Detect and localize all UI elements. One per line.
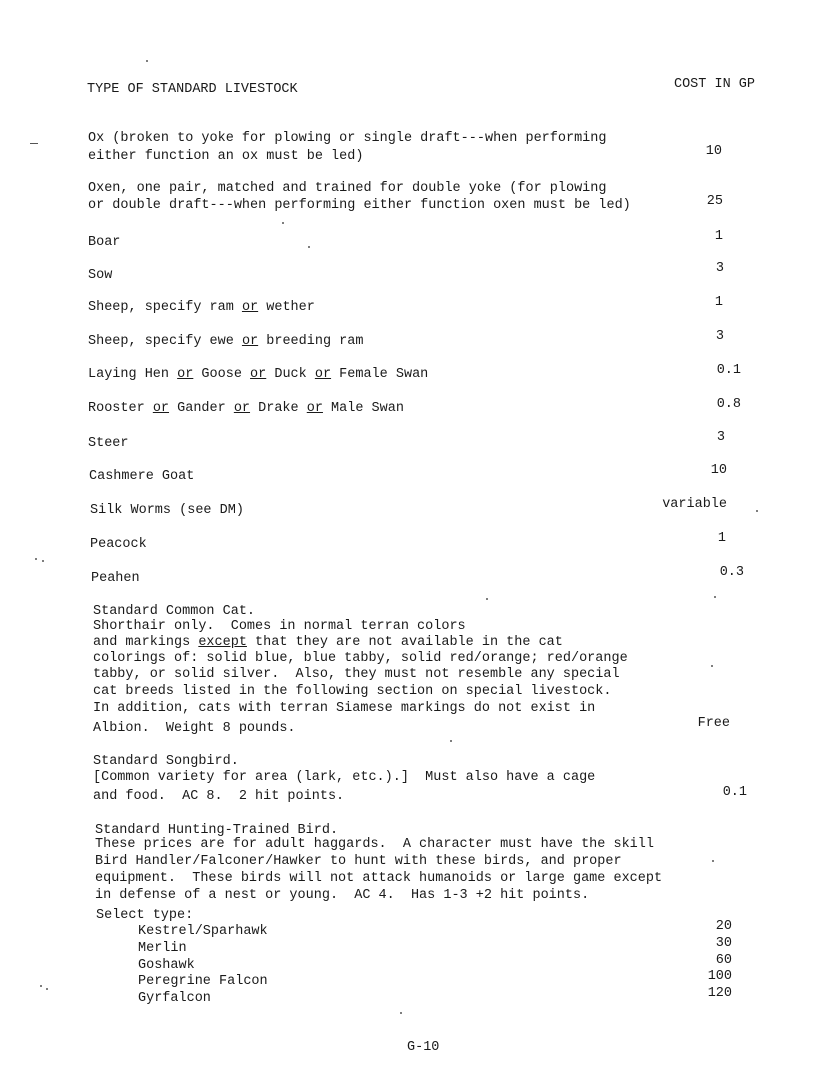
item-oxen-line-1: Oxen, one pair, matched and trained for double yoke (for plowing (88, 181, 607, 196)
item-ox-line-2: either function an ox must be led) (88, 149, 364, 164)
item-boar: Boar (88, 235, 121, 250)
hunting-bird-title: Standard Hunting-Trained Bird. (95, 823, 339, 838)
item-silk-worms: Silk Worms (see DM) (90, 503, 244, 518)
item-steer-cost: 3 (716, 430, 725, 445)
songbird-cost: 0.1 (722, 785, 747, 800)
item-sheep-ram-wether: Sheep, specify ram or wether (88, 300, 315, 315)
item-peacock: Peacock (90, 537, 147, 552)
scan-speck (400, 1012, 402, 1014)
item-peacock-cost: 1 (717, 531, 726, 546)
scan-speck (756, 510, 758, 512)
songbird-desc-line-1: [Common variety for area (lark, etc.).] Must also have a cage (93, 770, 596, 785)
scan-speck (46, 988, 48, 990)
item-laying-hen: Laying Hen or Goose or Duck or Female Swan (88, 367, 429, 382)
cat-cost: Free (697, 716, 730, 731)
item-peahen-cost: 0.3 (719, 565, 744, 580)
item-sheep-ewe-breeding-ram: Sheep, specify ewe or breeding ram (88, 334, 364, 349)
column-header-cost: COST IN GP (673, 77, 755, 92)
hunting-type-name: Goshawk (138, 958, 195, 973)
scan-speck (308, 246, 310, 248)
item-boar-cost: 1 (714, 229, 723, 244)
scan-speck (42, 560, 44, 562)
scan-speck (450, 740, 452, 742)
item-rooster-cost: 0.8 (716, 397, 741, 412)
hunting-type-name: Merlin (138, 941, 187, 956)
item-steer: Steer (88, 436, 129, 451)
hunting-type-name: Gyrfalcon (138, 991, 211, 1006)
scan-speck (711, 665, 713, 667)
scan-speck (35, 558, 37, 560)
hunting-type-name: Kestrel/Sparhawk (138, 924, 268, 939)
scan-speck (712, 860, 714, 862)
hunting-bird-desc-line-2: Bird Handler/Falconer/Hawker to hunt with these birds, and proper (95, 854, 622, 869)
cat-desc-line-1: Shorthair only. Comes in normal terran colors (93, 619, 466, 634)
scan-mark (30, 143, 38, 144)
column-header-type: TYPE OF STANDARD LIVESTOCK (87, 82, 298, 97)
cat-desc-line-2: and markings except that they are not available in the cat (93, 635, 563, 650)
item-cashmere-goat: Cashmere Goat (89, 469, 195, 484)
item-laying-hen-cost: 0.1 (716, 363, 741, 378)
cat-desc-line-5: cat breeds listed in the following section on special livestock. (93, 684, 612, 699)
songbird-title: Standard Songbird. (93, 754, 239, 769)
item-silk-worms-cost: variable (662, 497, 727, 512)
cat-desc-line-3: colorings of: solid blue, blue tabby, solid red/orange; red/orange (93, 651, 628, 666)
page-number: G-10 (407, 1040, 440, 1055)
hunting-type-cost: 20 (715, 919, 732, 934)
item-sow-cost: 3 (715, 261, 724, 276)
scan-speck (714, 596, 716, 598)
item-oxen-line-2: or double draft---when performing either function oxen must be led) (88, 198, 631, 213)
hunting-type-cost: 30 (715, 936, 732, 951)
hunting-type-name: Peregrine Falcon (138, 974, 268, 989)
item-ox-cost: 10 (705, 144, 722, 159)
hunting-bird-select-type: Select type: (96, 908, 194, 923)
cat-desc-line-4: tabby, or solid silver. Also, they must not resemble any special (93, 667, 620, 682)
hunting-bird-desc-line-1: These prices are for adult haggards. A character must have the skill (95, 837, 654, 852)
item-sow: Sow (88, 268, 113, 283)
hunting-type-cost: 60 (715, 953, 732, 968)
hunting-bird-desc-line-4: in defense of a nest or young. AC 4. Has 1-3 +2 hit points. (95, 888, 590, 903)
item-peahen: Peahen (91, 571, 140, 586)
hunting-bird-desc-line-3: equipment. These birds will not attack humanoids or large game except (95, 871, 663, 886)
item-sheep-ram-wether-cost: 1 (714, 295, 723, 310)
scan-speck (486, 598, 488, 600)
cat-title: Standard Common Cat. (93, 604, 256, 619)
item-rooster: Rooster or Gander or Drake or Male Swan (88, 401, 404, 416)
scan-speck (146, 60, 148, 62)
hunting-type-cost: 120 (707, 986, 732, 1001)
scan-speck (40, 985, 42, 987)
item-sheep-ewe-breeding-ram-cost: 3 (715, 329, 724, 344)
cat-desc-line-7: Albion. Weight 8 pounds. (93, 721, 296, 736)
cat-desc-line-6: In addition, cats with terran Siamese markings do not exist in (93, 701, 596, 716)
item-ox-line-1: Ox (broken to yoke for plowing or single draft---when performing (88, 131, 607, 146)
item-oxen-cost: 25 (706, 194, 723, 209)
hunting-type-cost: 100 (707, 969, 732, 984)
scan-speck (282, 222, 284, 224)
item-cashmere-goat-cost: 10 (710, 463, 727, 478)
songbird-desc-line-2: and food. AC 8. 2 hit points. (93, 789, 345, 804)
